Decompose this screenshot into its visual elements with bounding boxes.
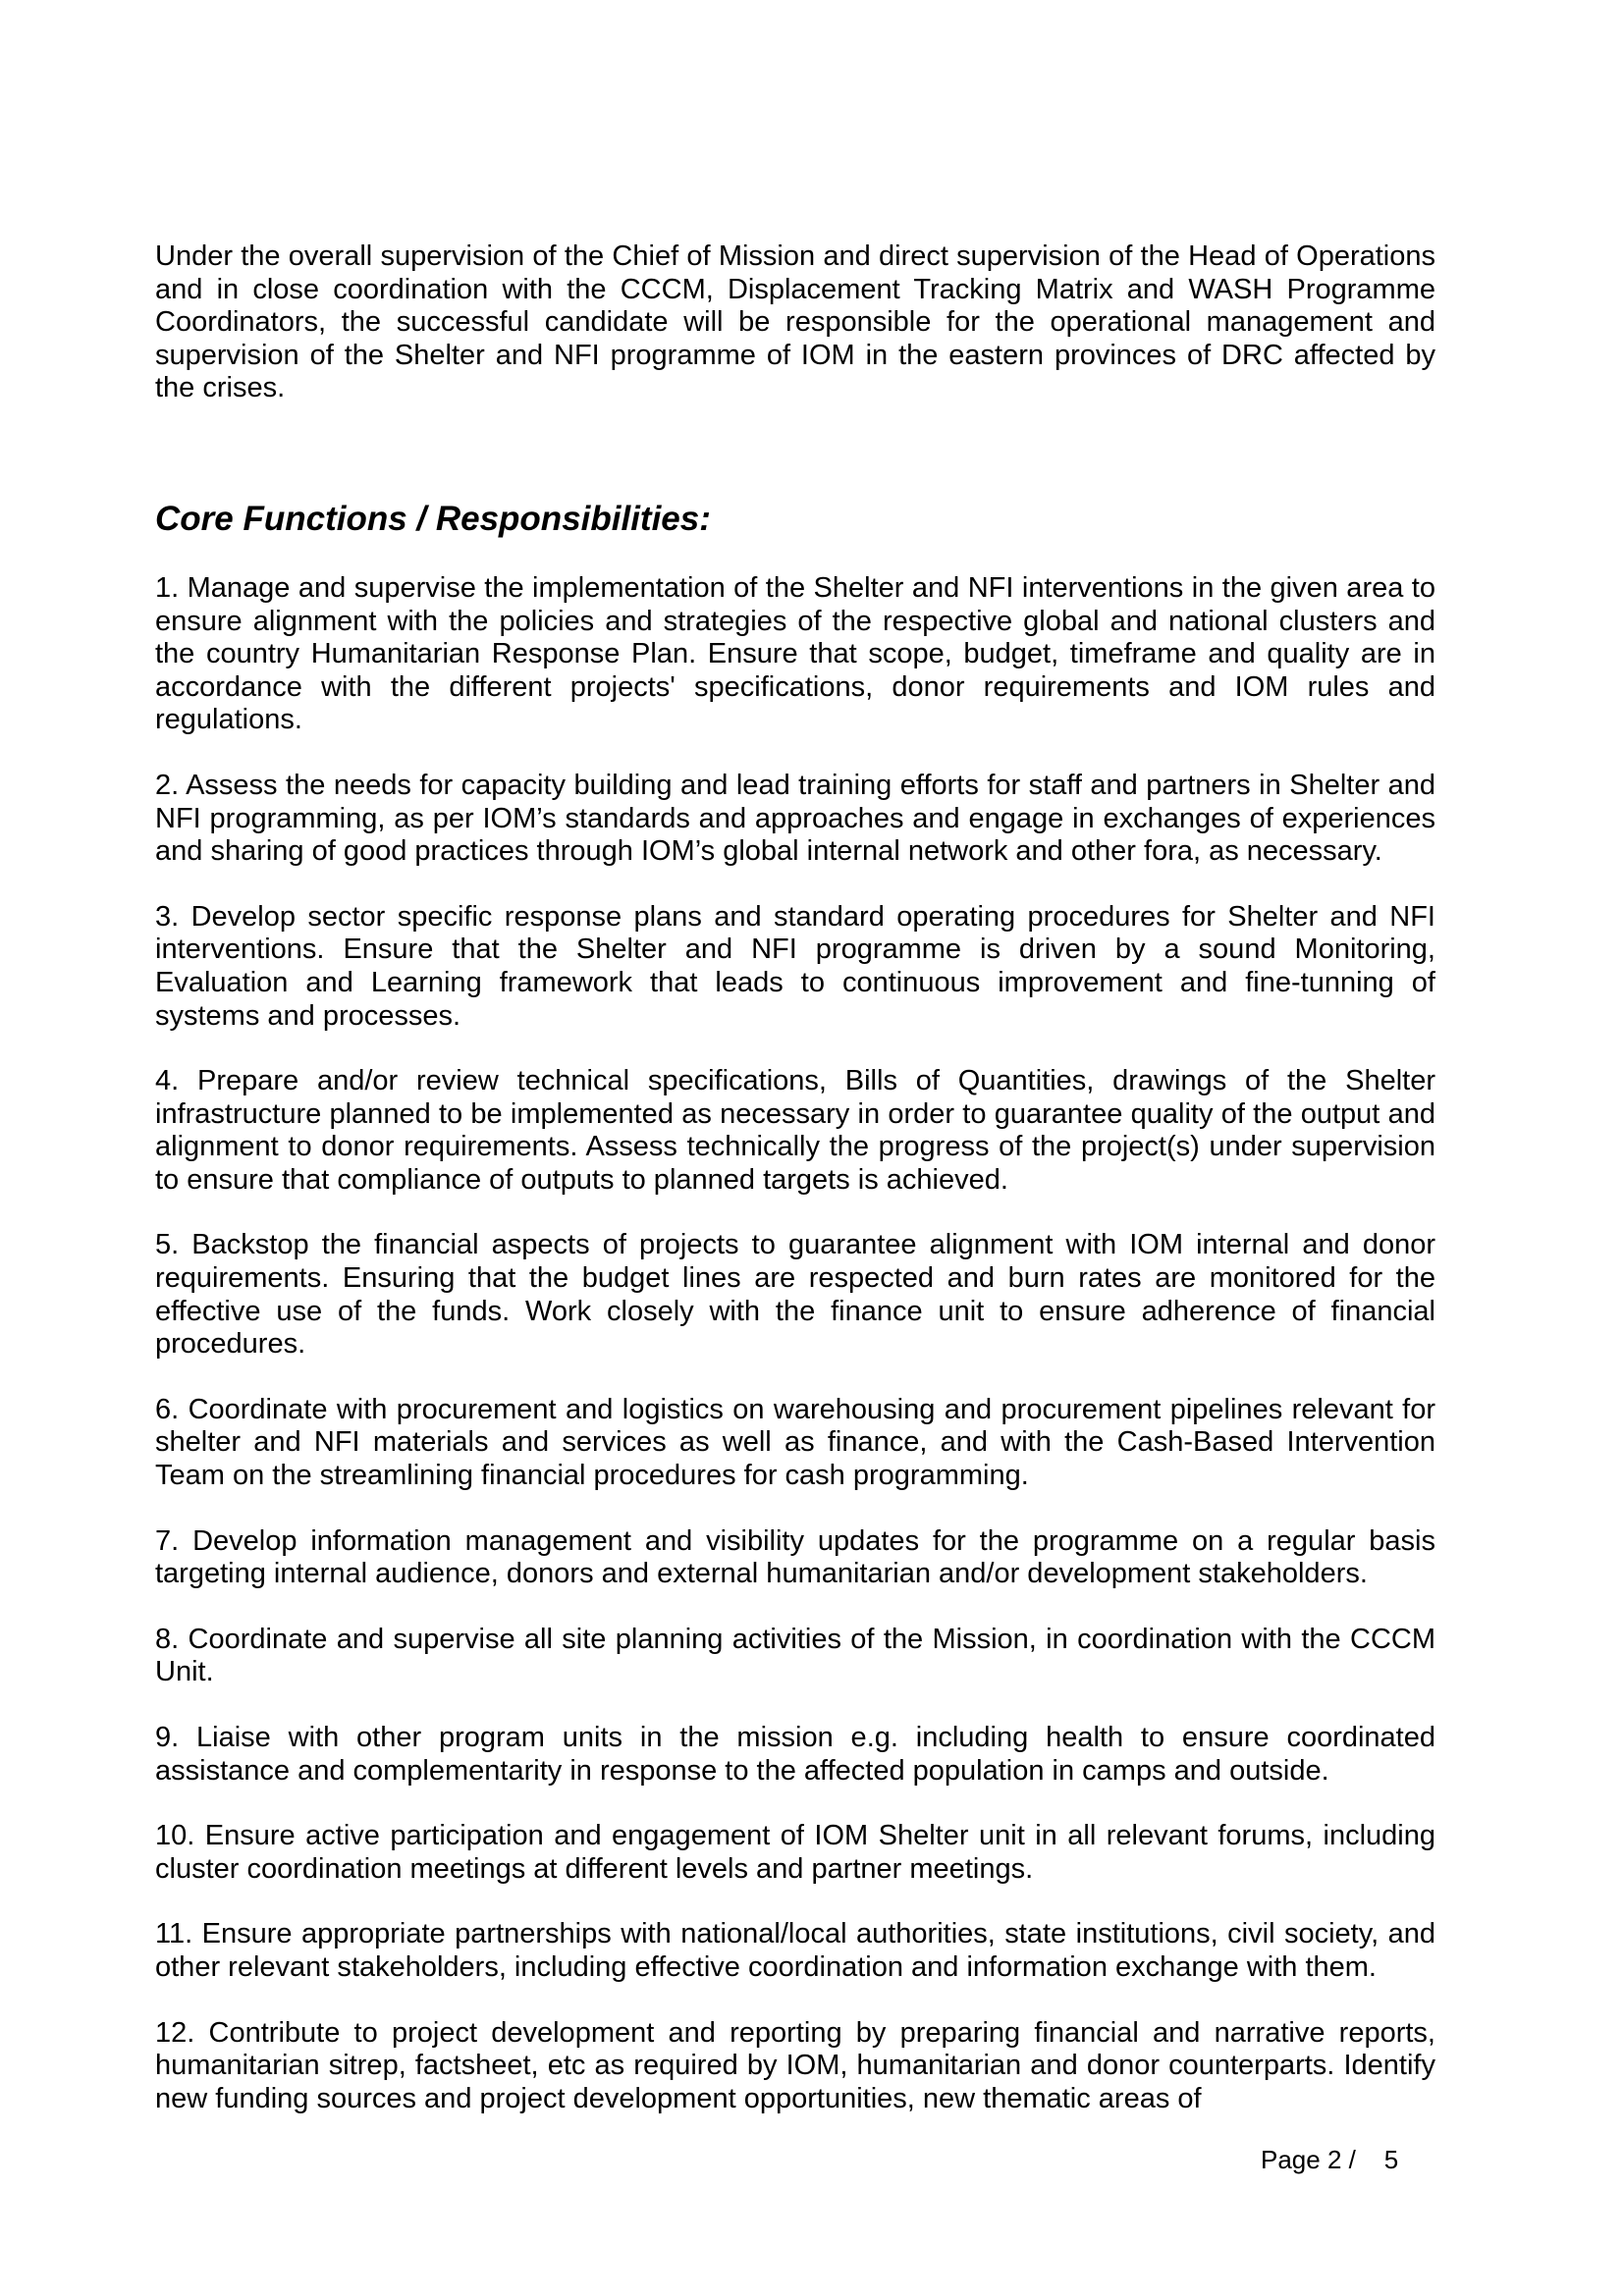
section-heading: Core Functions / Responsibilities: xyxy=(155,499,711,538)
list-item: 6. Coordinate with procurement and logistics on warehousing and procurement pipelines relevant for shelter and NFI materials and services as well as finance, and with the Cash-Based Intervention Team on the streamlining financial procedures for cash programming. xyxy=(155,1393,1435,1492)
list-item: 4. Prepare and/or review technical specifications, Bills of Quantities, drawings of the Shelter infrastructure planned to be implemented as necessary in order to guarantee quality of the output and alignment to donor requirements. Assess technically the progress of the project(s) under supervision to ensure that compliance of outputs to planned targets is achieved. xyxy=(155,1065,1435,1196)
list-item: 7. Develop information management and visibility updates for the programme on a regular basis targeting internal audience, donors and external humanitarian and/or development stakeholders. xyxy=(155,1524,1435,1590)
list-item: 9. Liaise with other program units in the mission e.g. including health to ensure coordinated assistance and complementarity in response to the affected population in camps and outside. xyxy=(155,1722,1435,1787)
list-item: 3. Develop sector specific response plans and standard operating procedures for Shelter and NFI interventions. Ensure that the Shelter and NFI programme is driven by a sound Monitoring, Evaluation and Learning framework that leads to continuous improvement and fine-tunning of systems and processes. xyxy=(155,900,1435,1032)
list-item: 1. Manage and supervise the implementation of the Shelter and NFI interventions in the given area to ensure alignment with the policies and strategies of the respective global and national clusters and the country Humanitarian Response Plan. Ensure that scope, budget, timeframe and quality are in accordance with the different projects' specifications, donor requirements and IOM rules and regulations. xyxy=(155,571,1435,736)
intro-paragraph: Under the overall supervision of the Chief of Mission and direct supervision of the Head of Operations and in close coordination with the CCCM, Displacement Tracking Matrix and WASH Programme Coordinators, the successful candidate will be responsible for the operational management and supervision of the Shelter and NFI programme of IOM in the eastern provinces of DRC affected by the crises. xyxy=(155,240,1435,404)
list-item: 12. Contribute to project development and reporting by preparing financial and narrative reports, humanitarian sitrep, factsheet, etc as required by IOM, humanitarian and donor counterparts. Identify new funding sources and project development opportunities, new thematic areas of xyxy=(155,2016,1435,2114)
list-item: 10. Ensure active participation and engagement of IOM Shelter unit in all relevant forums, including cluster coordination meetings at different levels and partner meetings. xyxy=(155,1820,1435,1885)
page-number: Page 2 / 5 xyxy=(1261,2145,1399,2174)
list-item: 8. Coordinate and supervise all site planning activities of the Mission, in coordination with the CCCM Unit. xyxy=(155,1623,1435,1688)
list-item: 2. Assess the needs for capacity building and lead training efforts for staff and partners in Shelter and NFI programming, as per IOM’s standards and approaches and engage in exchanges of experiences and sharing of good practices through IOM’s global internal network and other fora, as necessary. xyxy=(155,769,1435,868)
responsibilities-list xyxy=(155,572,1435,2115)
list-item: 11. Ensure appropriate partnerships with national/local authorities, state institutions, civil society, and other relevant stakeholders, including effective coordination and information exchange with them. xyxy=(155,1918,1435,1983)
list-item: 5. Backstop the financial aspects of projects to guarantee alignment with IOM internal and donor requirements. Ensuring that the budget lines are respected and burn rates are monitored for the effective use of the funds. Work closely with the finance unit to ensure adherence of financial procedures. xyxy=(155,1229,1435,1361)
document-page xyxy=(155,240,1435,2148)
